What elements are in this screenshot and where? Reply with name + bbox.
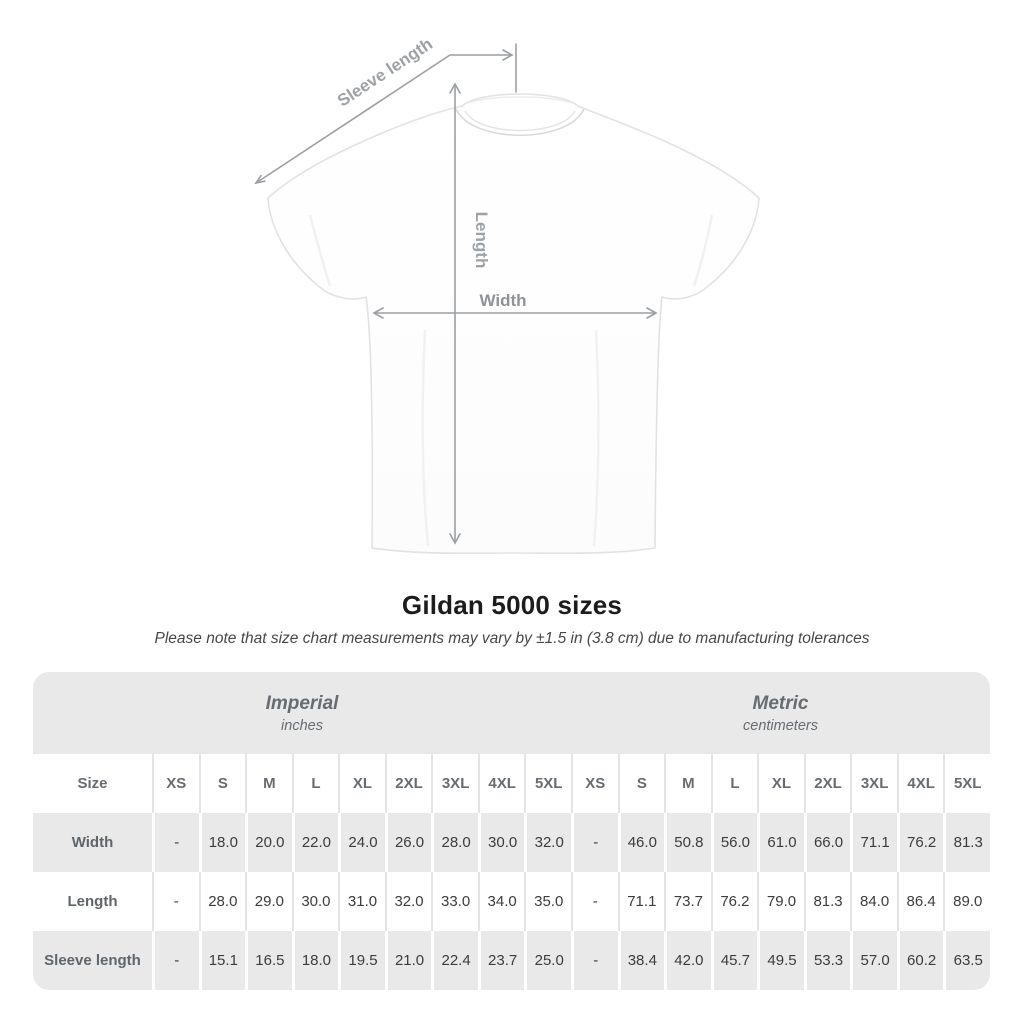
table-cell: 18.0 — [292, 931, 339, 990]
table-cell: 32.0 — [524, 813, 571, 872]
width-label: Width — [479, 291, 527, 310]
size-column-header: Size — [77, 775, 108, 792]
table-cell: - — [152, 931, 199, 990]
table-cell: 18.0 — [199, 813, 246, 872]
table-cell: 25.0 — [524, 931, 571, 990]
table-cell: 42.0 — [664, 931, 711, 990]
table-cell: 86.4 — [897, 872, 944, 931]
table-cell: - — [571, 872, 618, 931]
column-header: XS — [152, 754, 199, 813]
column-header: 4XL — [897, 754, 944, 813]
table-cell: 71.1 — [618, 872, 665, 931]
table-cell: 26.0 — [385, 813, 432, 872]
unit-label: Metric — [752, 692, 809, 714]
table-cell: 46.0 — [618, 813, 665, 872]
size-header-row — [33, 754, 990, 813]
column-header: XL — [338, 754, 385, 813]
length-label: Length — [472, 211, 491, 269]
table-row — [33, 813, 990, 872]
unit-label: Imperial — [265, 692, 339, 714]
column-header: M — [664, 754, 711, 813]
unit-header-imperial — [33, 672, 571, 754]
table-cell: 22.0 — [292, 813, 339, 872]
table-cell: 53.3 — [804, 931, 851, 990]
table-cell: 57.0 — [850, 931, 897, 990]
size-table-grid — [33, 754, 990, 990]
table-cell: 21.0 — [385, 931, 432, 990]
table-cell: 76.2 — [711, 872, 758, 931]
table-cell: 81.3 — [804, 872, 851, 931]
column-header: XL — [757, 754, 804, 813]
table-cell: 56.0 — [711, 813, 758, 872]
column-header: S — [618, 754, 665, 813]
table-cell: 15.1 — [199, 931, 246, 990]
table-cell: 49.5 — [757, 931, 804, 990]
table-row — [33, 931, 990, 990]
column-header: L — [292, 754, 339, 813]
table-cell: 33.0 — [431, 872, 478, 931]
table-cell: 61.0 — [757, 813, 804, 872]
table-cell: 63.5 — [943, 931, 990, 990]
column-header: XS — [571, 754, 618, 813]
column-header: 4XL — [478, 754, 525, 813]
table-cell: 71.1 — [850, 813, 897, 872]
table-cell: 66.0 — [804, 813, 851, 872]
unit-header-metric — [571, 672, 990, 754]
table-cell: 79.0 — [757, 872, 804, 931]
table-cell: 35.0 — [524, 872, 571, 931]
table-cell: 34.0 — [478, 872, 525, 931]
table-cell: 20.0 — [245, 813, 292, 872]
table-cell: - — [571, 813, 618, 872]
table-cell: 30.0 — [292, 872, 339, 931]
row-label: Width — [71, 834, 114, 851]
table-cell: 32.0 — [385, 872, 432, 931]
unit-sublabel: centimeters — [743, 717, 818, 734]
table-cell: 31.0 — [338, 872, 385, 931]
table-cell: 16.5 — [245, 931, 292, 990]
page-title: Gildan 5000 sizes — [401, 590, 623, 620]
column-header: 3XL — [850, 754, 897, 813]
column-header: M — [245, 754, 292, 813]
table-cell: 30.0 — [478, 813, 525, 872]
table-cell: 29.0 — [245, 872, 292, 931]
table-cell: 19.5 — [338, 931, 385, 990]
table-cell: 28.0 — [199, 872, 246, 931]
table-cell: 81.3 — [943, 813, 990, 872]
unit-sublabel: inches — [281, 717, 323, 734]
column-header: 2XL — [385, 754, 432, 813]
table-cell: 38.4 — [618, 931, 665, 990]
table-cell: - — [152, 872, 199, 931]
table-cell: 89.0 — [943, 872, 990, 931]
column-header: 5XL — [524, 754, 571, 813]
table-cell: 60.2 — [897, 931, 944, 990]
column-header: S — [199, 754, 246, 813]
table-cell: 28.0 — [431, 813, 478, 872]
table-cell: 50.8 — [664, 813, 711, 872]
table-cell: - — [571, 931, 618, 990]
table-row — [33, 872, 990, 931]
page-subtitle: Please note that size chart measurements may vary by ±1.5 in (3.8 cm) due to manufacturing tolerances — [154, 630, 870, 647]
table-cell: 76.2 — [897, 813, 944, 872]
row-label: Sleeve length — [44, 952, 141, 969]
column-header: 2XL — [804, 754, 851, 813]
tshirt-graphic — [268, 94, 759, 553]
table-cell: 84.0 — [850, 872, 897, 931]
unit-header-row — [33, 672, 990, 754]
column-header: 3XL — [431, 754, 478, 813]
column-header: 5XL — [943, 754, 990, 813]
row-label: Length — [67, 893, 118, 910]
table-cell: - — [152, 813, 199, 872]
table-cell: 73.7 — [664, 872, 711, 931]
table-cell: 22.4 — [431, 931, 478, 990]
size-table — [33, 672, 990, 990]
table-cell: 24.0 — [338, 813, 385, 872]
table-cell: 45.7 — [711, 931, 758, 990]
table-cell: 23.7 — [478, 931, 525, 990]
sleeve-length-label: Sleeve length — [333, 34, 436, 111]
column-header: L — [711, 754, 758, 813]
